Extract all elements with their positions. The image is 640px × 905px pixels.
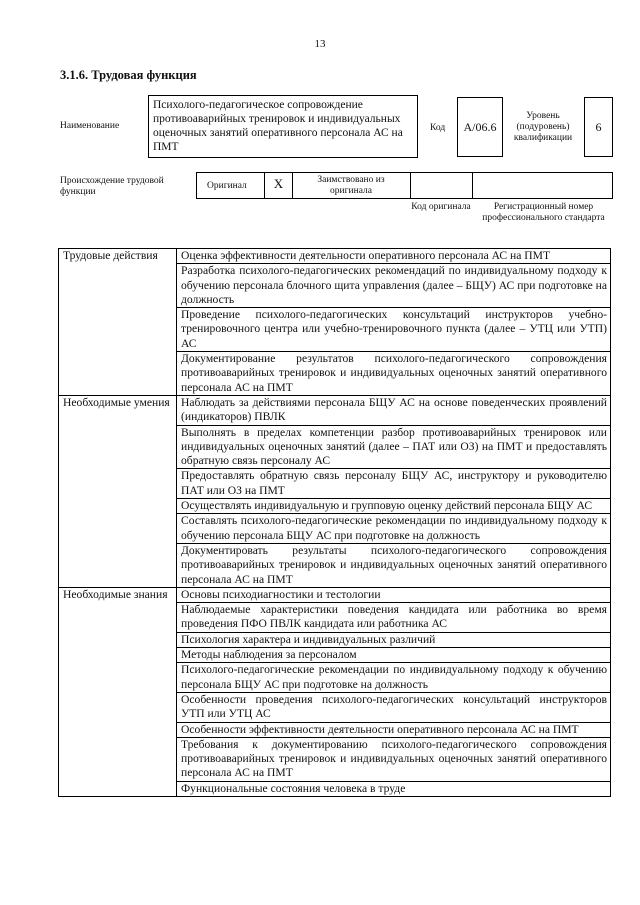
item-text: Проведение психолого-педагогических консультаций инструкторов учебно-тренировочного центра или учебно-тренировочного пункта (далее – УТЦ или УТП) АС bbox=[177, 308, 611, 352]
table-row bbox=[59, 648, 611, 663]
table-row bbox=[59, 737, 611, 781]
category-cell bbox=[59, 737, 177, 781]
category-cell bbox=[59, 543, 177, 587]
item-text: Требования к документированию психолого-педагогического сопровождения противоаварийных тренировок и индивидуальных оценочных занятий оперативного персонала АС на ПМТ bbox=[177, 737, 611, 781]
category-cell bbox=[59, 249, 177, 264]
item-text: Особенности проведения психолого-педагогических консультаций инструкторов УТП или УТЦ АС bbox=[177, 692, 611, 722]
item-text: Наблюдать за действиями персонала БЩУ АС на основе поведенческих проявлений (индикаторов) ПВЛК bbox=[177, 395, 611, 425]
category-cell bbox=[59, 352, 177, 396]
table-row bbox=[59, 352, 611, 396]
category-cell bbox=[59, 692, 177, 722]
section-title: 3.1.6. Трудовая функция bbox=[60, 68, 197, 82]
table-row bbox=[59, 603, 611, 633]
level-box bbox=[584, 97, 613, 157]
table-row bbox=[59, 663, 611, 693]
category-cell bbox=[59, 514, 177, 544]
item-text: Выполнять в пределах компетенции разбор противоаварийных тренировок или индивидуальных оценочных занятий (далее – ПАТ или ОЗ) на ПМТ и предоставлять обратную связь персоналу АС bbox=[177, 425, 611, 469]
original-mark: X bbox=[273, 176, 284, 191]
table-row bbox=[59, 543, 611, 587]
origin-label: Происхождение трудовой функции bbox=[60, 176, 164, 197]
name-label: Наименование bbox=[60, 121, 120, 131]
category-label: Трудовые действия bbox=[63, 249, 158, 262]
reg-number-caption: Регистрационный номер профессионального стандарта bbox=[482, 202, 605, 223]
category-cell bbox=[59, 722, 177, 737]
original-label: Оригинал bbox=[207, 181, 247, 191]
table-row bbox=[59, 692, 611, 722]
page-number: 13 bbox=[314, 38, 326, 50]
item-text: Предоставлять обратную связь персоналу БЩУ АС, инструктору и руководителю ПАТ или ОЗ на ПМТ bbox=[177, 469, 611, 499]
category-label: Необходимые умения bbox=[63, 395, 170, 409]
category-cell bbox=[59, 469, 177, 499]
table-row bbox=[59, 632, 611, 647]
item-text: Особенности эффективности деятельности оперативного персонала АС на ПМТ bbox=[177, 722, 611, 737]
item-text: Осуществлять индивидуальную и групповую оценку действий персонала БЩУ АС bbox=[177, 499, 611, 514]
origin-divider-2 bbox=[292, 172, 293, 199]
item-text: Психолого-педагогические рекомендации по индивидуальному подходу к обучению персонала БЩУ АС при подготовке на должность bbox=[177, 663, 611, 693]
category-cell bbox=[59, 663, 177, 693]
category-cell bbox=[59, 395, 177, 425]
origin-divider-4 bbox=[472, 172, 473, 199]
table-row bbox=[59, 264, 611, 308]
category-cell bbox=[59, 587, 177, 602]
code-value: A/06.6 bbox=[463, 120, 497, 134]
code-box bbox=[457, 97, 503, 157]
item-text: Оценка эффективности деятельности оперативного персонала АС на ПМТ bbox=[177, 249, 611, 264]
table-row bbox=[59, 781, 611, 796]
labor-function-table bbox=[58, 248, 611, 797]
level-label: Уровень (подуровень) квалификации bbox=[513, 111, 573, 143]
borrowed-label: Заимствовано из оригинала bbox=[317, 175, 385, 196]
table-row bbox=[59, 587, 611, 602]
item-text: Документировать результаты психолого-педагогического сопровождения противоаварийных тренировок и индивидуальных оценочных занятий оперативного персонала АС на ПМТ bbox=[177, 543, 611, 587]
item-text: Методы наблюдения за персоналом bbox=[177, 648, 611, 663]
function-name: Психолого-педагогическое сопровождение противоаварийных тренировок и индивидуальных оценочных занятий оперативного персонала АС на ПМТ bbox=[153, 99, 403, 153]
origin-divider-3 bbox=[410, 172, 411, 199]
level-value: 6 bbox=[595, 120, 602, 134]
table-row bbox=[59, 425, 611, 469]
table-row bbox=[59, 308, 611, 352]
category-cell bbox=[59, 603, 177, 633]
category-cell bbox=[59, 632, 177, 647]
table-row bbox=[59, 499, 611, 514]
item-text: Составлять психолого-педагогические рекомендации по индивидуальному подходу к обучению персонала БЩУ АС при подготовке на должность bbox=[177, 514, 611, 544]
table-row bbox=[59, 514, 611, 544]
item-text: Документирование результатов психолого-педагогического сопровождения противоаварийных тренировок и индивидуальных оценочных занятий оперативного персонала АС на ПМТ bbox=[177, 352, 611, 396]
category-cell bbox=[59, 648, 177, 663]
table-row bbox=[59, 395, 611, 425]
item-text: Наблюдаемые характеристики поведения кандидата или работника во время проведения ПФО ПВЛК кандидата или работника АС bbox=[177, 603, 611, 633]
code-original-caption: Код оригинала bbox=[411, 202, 471, 212]
table-row bbox=[59, 249, 611, 264]
category-label: Необходимые знания bbox=[63, 587, 168, 601]
item-text: Психология характера и индивидуальных различий bbox=[177, 632, 611, 647]
table-row bbox=[59, 722, 611, 737]
item-text: Функциональные состояния человека в труде bbox=[177, 781, 611, 796]
item-text: Основы психодиагностики и тестологии bbox=[177, 587, 611, 602]
category-cell bbox=[59, 499, 177, 514]
function-name-box bbox=[148, 95, 418, 158]
category-cell bbox=[59, 264, 177, 308]
item-text: Разработка психолого-педагогических рекомендаций по индивидуальному подходу к обучению персонала блочного щита управления (далее – БЩУ) АС при подготовке на должность bbox=[177, 264, 611, 308]
category-cell bbox=[59, 425, 177, 469]
table-row bbox=[59, 469, 611, 499]
code-label: Код bbox=[430, 123, 446, 133]
category-cell bbox=[59, 781, 177, 796]
category-cell bbox=[59, 308, 177, 352]
